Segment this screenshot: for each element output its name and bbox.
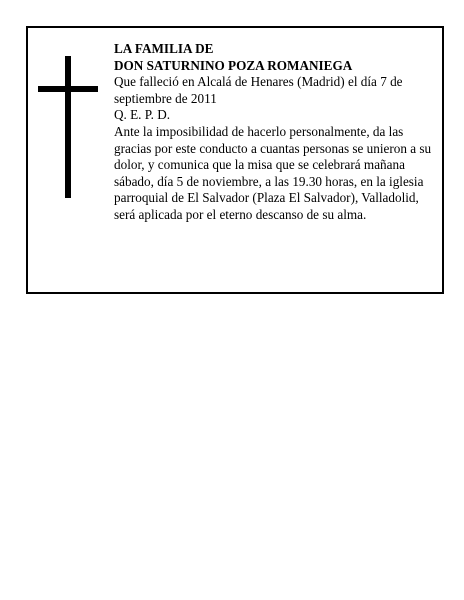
- notice-text: [114, 41, 436, 224]
- cross-icon: [38, 56, 98, 198]
- notice-qepd: Q. E. P. D.: [114, 107, 171, 123]
- notice-heading-name: DON SATURNINO POZA ROMANIEGA: [114, 57, 353, 73]
- notice-message: Ante la imposibilidad de hacerlo personalmente, da las gracias por este conducto a cuantas personas se unieron a su dolor, y comunica que la misa que se celebrará mañana sábado, día 5 de noviembre, a las 19.30 horas, en la iglesia parroquial de El Salvador (Plaza El Salvador), Valladolid, será aplicada por el eterno descanso de su alma.: [114, 123, 432, 222]
- cross-horizontal-bar: [38, 86, 98, 92]
- notice-heading-family: LA FAMILIA DE: [114, 41, 214, 56]
- obituary-notice: [26, 26, 444, 294]
- notice-death-info: Que falleció en Alcalá de Henares (Madrid) el día 7 de septiembre de 2011: [114, 74, 403, 106]
- cross-vertical-bar: [65, 56, 71, 198]
